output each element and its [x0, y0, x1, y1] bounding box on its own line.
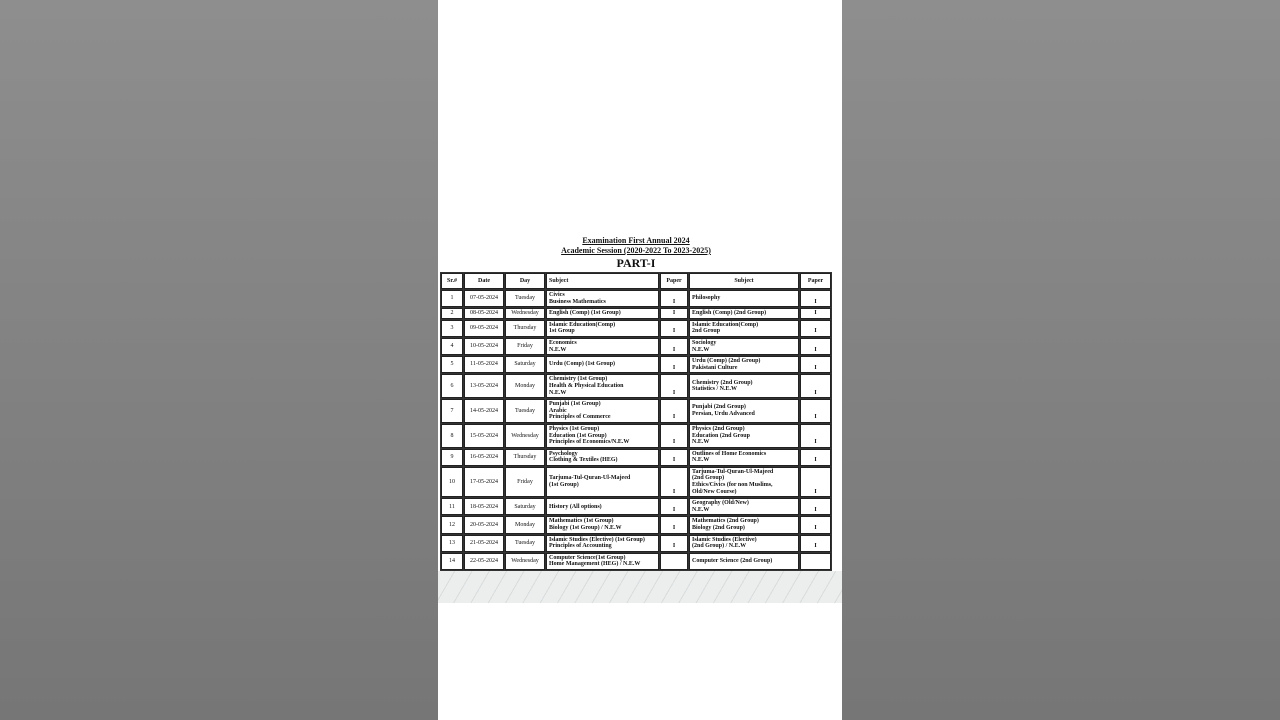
row-paper-1: I: [660, 449, 688, 466]
header-date: Date: [464, 273, 504, 289]
row-subject-2: Computer Science (2nd Group): [689, 553, 799, 570]
row-subject-2: Chemistry (2nd Group) Statistics / N.E.W: [689, 374, 799, 398]
header-paper-1: Paper: [660, 273, 688, 289]
row-day: Wednesday: [505, 553, 545, 570]
row-paper-1: [660, 553, 688, 570]
row-day: Wednesday: [505, 308, 545, 319]
row-day: Tuesday: [505, 535, 545, 552]
header-sr: Sr.#: [441, 273, 463, 289]
row-subject-2: Urdu (Comp) (2nd Group) Pakistani Culture: [689, 356, 799, 373]
row-day: Thursday: [505, 449, 545, 466]
row-paper-1: I: [660, 498, 688, 515]
row-date: 07-05-2024: [464, 290, 504, 307]
row-sr: 9: [441, 449, 463, 466]
row-subject-1: Psychology Clothing & Textiles (HEG): [546, 449, 659, 466]
row-subject-1: Economics N.E.W: [546, 338, 659, 355]
row-subject-2: Geography (Old/New) N.E.W: [689, 498, 799, 515]
row-day: Monday: [505, 374, 545, 398]
row-paper-2: I: [800, 535, 831, 552]
row-paper-2: I: [800, 320, 831, 337]
row-subject-2: Mathematics (2nd Group) Biology (2nd Group): [689, 516, 799, 533]
row-paper-2: I: [800, 338, 831, 355]
row-date: 09-05-2024: [464, 320, 504, 337]
exam-schedule-table: [440, 272, 832, 571]
row-sr: 5: [441, 356, 463, 373]
row-paper-2: I: [800, 498, 831, 515]
row-subject-1: Urdu (Comp) (1st Group): [546, 356, 659, 373]
table-row: [441, 308, 831, 319]
row-sr: 10: [441, 467, 463, 497]
table-row: [441, 374, 831, 398]
row-subject-1: Civics Business Mathematics: [546, 290, 659, 307]
row-subject-2: Physics (2nd Group) Education (2nd Group N.E.W: [689, 424, 799, 448]
row-subject-1: Mathematics (1st Group) Biology (1st Group) / N.E.W: [546, 516, 659, 533]
row-day: Saturday: [505, 356, 545, 373]
row-subject-1: Punjabi (1st Group) Arabic Principles of Commerce: [546, 399, 659, 423]
row-subject-1: Physics (1st Group) Education (1st Group) Principles of Economics/N.E.W: [546, 424, 659, 448]
blurred-background-left: [0, 0, 438, 720]
row-paper-2: I: [800, 308, 831, 319]
row-date: 15-05-2024: [464, 424, 504, 448]
row-sr: 6: [441, 374, 463, 398]
row-paper-2: I: [800, 356, 831, 373]
document-title: Examination First Annual 2024: [582, 236, 690, 245]
row-paper-1: I: [660, 356, 688, 373]
document-part: PART-I: [616, 256, 656, 270]
row-sr: 11: [441, 498, 463, 515]
row-date: 20-05-2024: [464, 516, 504, 533]
row-sr: 2: [441, 308, 463, 319]
table-header-row: [441, 273, 831, 289]
row-sr: 1: [441, 290, 463, 307]
row-sr: 14: [441, 553, 463, 570]
row-subject-1: Tarjuma-Tul-Quran-Ul-Majeed (1st Group): [546, 467, 659, 497]
row-paper-1: I: [660, 535, 688, 552]
row-subject-1: Islamic Studies (Elective) (1st Group) Principles of Accounting: [546, 535, 659, 552]
row-sr: 13: [441, 535, 463, 552]
table-row: [441, 356, 831, 373]
row-paper-2: I: [800, 399, 831, 423]
row-sr: 3: [441, 320, 463, 337]
bottom-blank-area: [438, 603, 842, 720]
row-paper-2: [800, 553, 831, 570]
row-subject-1: Chemistry (1st Group) Health & Physical Education N.E.W: [546, 374, 659, 398]
row-day: Saturday: [505, 498, 545, 515]
row-subject-1: English (Comp) (1st Group): [546, 308, 659, 319]
row-day: Tuesday: [505, 290, 545, 307]
table-row: [441, 290, 831, 307]
row-paper-1: I: [660, 467, 688, 497]
row-paper-2: I: [800, 516, 831, 533]
row-day: Thursday: [505, 320, 545, 337]
row-paper-1: I: [660, 424, 688, 448]
row-subject-1: History (All options): [546, 498, 659, 515]
row-paper-2: I: [800, 467, 831, 497]
row-paper-1: I: [660, 320, 688, 337]
row-subject-2: English (Comp) (2nd Group): [689, 308, 799, 319]
row-paper-2: I: [800, 449, 831, 466]
row-paper-2: I: [800, 374, 831, 398]
table-row: [441, 399, 831, 423]
row-sr: 4: [441, 338, 463, 355]
row-day: Monday: [505, 516, 545, 533]
row-date: 17-05-2024: [464, 467, 504, 497]
row-subject-1: Islamic Education(Comp) 1st Group: [546, 320, 659, 337]
table-row: [441, 467, 831, 497]
table-row: [441, 320, 831, 337]
row-paper-2: I: [800, 424, 831, 448]
overlay-pattern-strip: [438, 571, 842, 603]
row-date: 14-05-2024: [464, 399, 504, 423]
row-date: 16-05-2024: [464, 449, 504, 466]
row-paper-1: I: [660, 338, 688, 355]
row-subject-2: Islamic Studies (Elective) (2nd Group) / N.E.W: [689, 535, 799, 552]
header-subject-1: Subject: [546, 273, 659, 289]
header-paper-2: Paper: [800, 273, 831, 289]
table-row: [441, 498, 831, 515]
top-blank-area: [438, 0, 842, 236]
row-sr: 8: [441, 424, 463, 448]
row-date: 10-05-2024: [464, 338, 504, 355]
table-row: [441, 424, 831, 448]
table-row: [441, 535, 831, 552]
row-date: 22-05-2024: [464, 553, 504, 570]
row-day: Wednesday: [505, 424, 545, 448]
row-subject-2: Islamic Education(Comp) 2nd Group: [689, 320, 799, 337]
row-paper-2: I: [800, 290, 831, 307]
row-subject-2: Philosophy: [689, 290, 799, 307]
date-sheet-document: [440, 236, 832, 571]
row-day: Friday: [505, 467, 545, 497]
row-subject-2: Punjabi (2nd Group) Persian, Urdu Advanced: [689, 399, 799, 423]
document-session: Academic Session (2020-2022 To 2023-2025): [561, 246, 711, 255]
row-sr: 7: [441, 399, 463, 423]
header-day: Day: [505, 273, 545, 289]
row-paper-1: I: [660, 374, 688, 398]
row-subject-2: Tarjuma-Tul-Quran-Ul-Majeed (2nd Group) Ethics/Civics (for non Muslims, Old/New Course): [689, 467, 799, 497]
table-row: [441, 338, 831, 355]
header-subject-2: Subject: [689, 273, 799, 289]
row-sr: 12: [441, 516, 463, 533]
row-paper-1: I: [660, 308, 688, 319]
row-date: 21-05-2024: [464, 535, 504, 552]
row-day: Friday: [505, 338, 545, 355]
row-paper-1: I: [660, 516, 688, 533]
row-paper-1: I: [660, 399, 688, 423]
row-paper-1: I: [660, 290, 688, 307]
row-date: 11-05-2024: [464, 356, 504, 373]
table-row: [441, 553, 831, 570]
row-date: 08-05-2024: [464, 308, 504, 319]
row-subject-1: Computer Science(1st Group) Home Management (HEG) / N.E.W: [546, 553, 659, 570]
table-row: [441, 449, 831, 466]
blurred-background-right: [842, 0, 1280, 720]
video-frame: [438, 0, 842, 720]
table-row: [441, 516, 831, 533]
row-date: 13-05-2024: [464, 374, 504, 398]
row-day: Tuesday: [505, 399, 545, 423]
row-subject-2: Sociology N.E.W: [689, 338, 799, 355]
row-date: 18-05-2024: [464, 498, 504, 515]
row-subject-2: Outlines of Home Economics N.E.W: [689, 449, 799, 466]
